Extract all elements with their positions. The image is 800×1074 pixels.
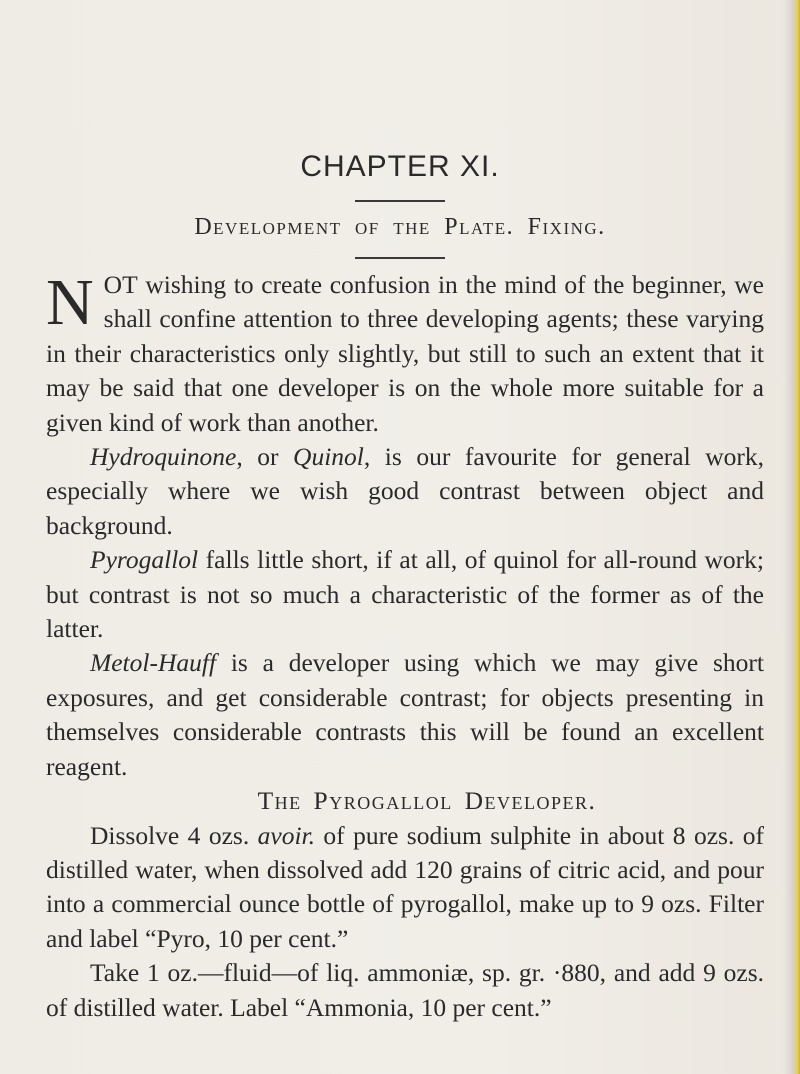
hydroquinone-mid: , or — [236, 442, 294, 472]
intro-paragraph — [46, 268, 764, 440]
page-edge — [784, 0, 800, 1074]
pyrogallol-text: falls little short, if at all, of quinol for all-round work; but contrast is not so much a characteristic of the former as of the latter. — [46, 545, 764, 644]
chapter-heading: CHAPTER XI. — [300, 150, 500, 183]
hydroquinone-paragraph — [46, 440, 764, 543]
drop-cap: N — [46, 266, 94, 339]
intro-lead: OT — [103, 270, 138, 299]
take-paragraph — [46, 956, 764, 1025]
dissolve-paragraph — [46, 819, 764, 957]
hydroquinone-text: , is our favourite for general work, especially where we wish good contrast between object and background. — [46, 442, 764, 540]
quinol-term: Quinol — [293, 442, 364, 472]
top-divider-rule — [355, 200, 445, 202]
dissolve-italic: avoir. — [257, 820, 315, 850]
take-text: Take 1 oz.—fluid—of liq. ammoniæ, sp. gr. ·880, and add 9 ozs. of distilled water. Label “Ammonia, 10 per cent.” — [46, 958, 764, 1022]
developer-heading: The Pyrogallol Developer. — [257, 786, 597, 816]
pyrogallol-paragraph — [46, 543, 764, 646]
hydroquinone-term: Hydroquinone — [90, 442, 237, 472]
body-text — [46, 268, 764, 1025]
bottom-divider-rule — [355, 257, 445, 259]
intro-text: wishing to create confusion in the mind of the beginner, we shall confine attention to three developing agents; these varying in their characteristics only slightly, but still to such an extent that it may be said that one developer is on the whole more suitable for a given kind of work than another. — [46, 270, 764, 437]
metol-text: is a developer using which we may give short exposures, and get considerable contrast; for objects presenting in themselves considerable contrasts this will be found an excellent reagent. — [46, 648, 764, 781]
pyrogallol-term: Pyrogallol — [90, 545, 199, 575]
metol-paragraph — [46, 646, 764, 784]
dissolve-after: of pure sodium sulphite in about 8 ozs. of distilled water, when dissolved add 120 grains of citric acid, and pour into a commercial ounce bottle of pyrogallol, make up to 9 ozs. Filter and label “Pyro, 10 per cent.” — [46, 820, 764, 953]
dissolve-before: Dissolve 4 ozs. — [90, 820, 258, 850]
section-heading: Development of the Plate. Fixing. — [194, 214, 606, 240]
metol-term: Metol-Hauff — [90, 648, 217, 678]
